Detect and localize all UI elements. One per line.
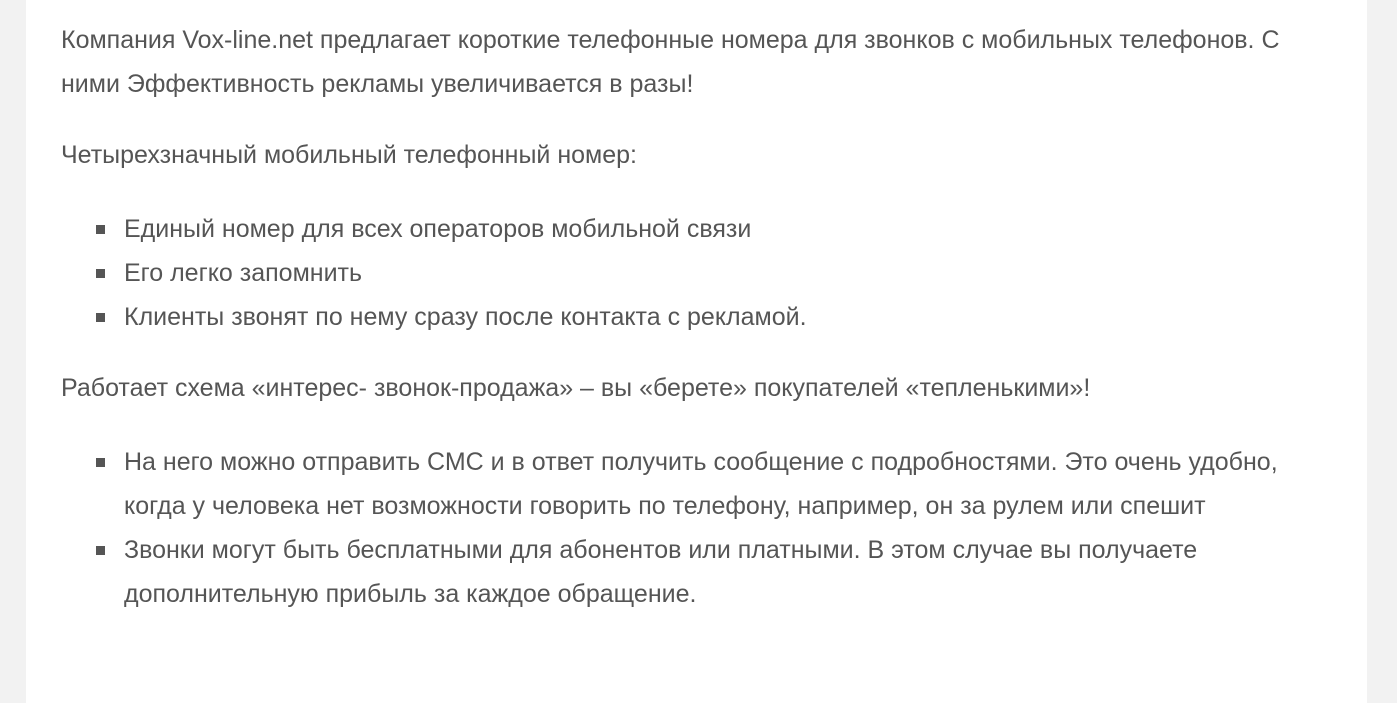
square-bullet-icon — [96, 225, 105, 234]
intro-paragraph: Компания Vox-line.net предлагает короткие телефонные номера для звонков с мобильных телефонов. С ними Эффективность рекламы увеличивается в разы! — [61, 26, 1280, 98]
list-item-text: Его легко запомнить — [124, 259, 363, 287]
features-list — [61, 440, 1331, 616]
square-bullet-icon — [96, 458, 105, 467]
content-panel — [26, 0, 1367, 703]
list-item-text: Единый номер для всех операторов мобильной связи — [124, 215, 752, 243]
benefits-list — [61, 207, 1331, 339]
square-bullet-icon — [96, 546, 105, 555]
list-item — [61, 440, 1331, 528]
list-item-text: Звонки могут быть бесплатными для абонентов или платными. В этом случае вы получаете дополнительную прибыль за каждое обращение. — [124, 536, 1198, 608]
list-item-text: Клиенты звонят по нему сразу после контакта с рекламой. — [124, 303, 807, 331]
list-item-text: На него можно отправить СМС и в ответ получить сообщение с подробностями. Это очень удобно, когда у человека нет возможности говорить по телефону, например, он за рулем или спешит — [124, 448, 1278, 520]
list-item — [61, 207, 1331, 251]
square-bullet-icon — [96, 313, 105, 322]
four-digit-number-heading: Четырехзначный мобильный телефонный номер: — [61, 141, 637, 169]
square-bullet-icon — [96, 269, 105, 278]
article-body — [61, 18, 1331, 616]
list-item — [61, 251, 1331, 295]
list-item — [61, 295, 1331, 339]
list-item — [61, 528, 1331, 616]
scheme-paragraph: Работает схема «интерес- звонок-продажа» – вы «берете» покупателей «тепленькими»! — [61, 374, 1091, 402]
